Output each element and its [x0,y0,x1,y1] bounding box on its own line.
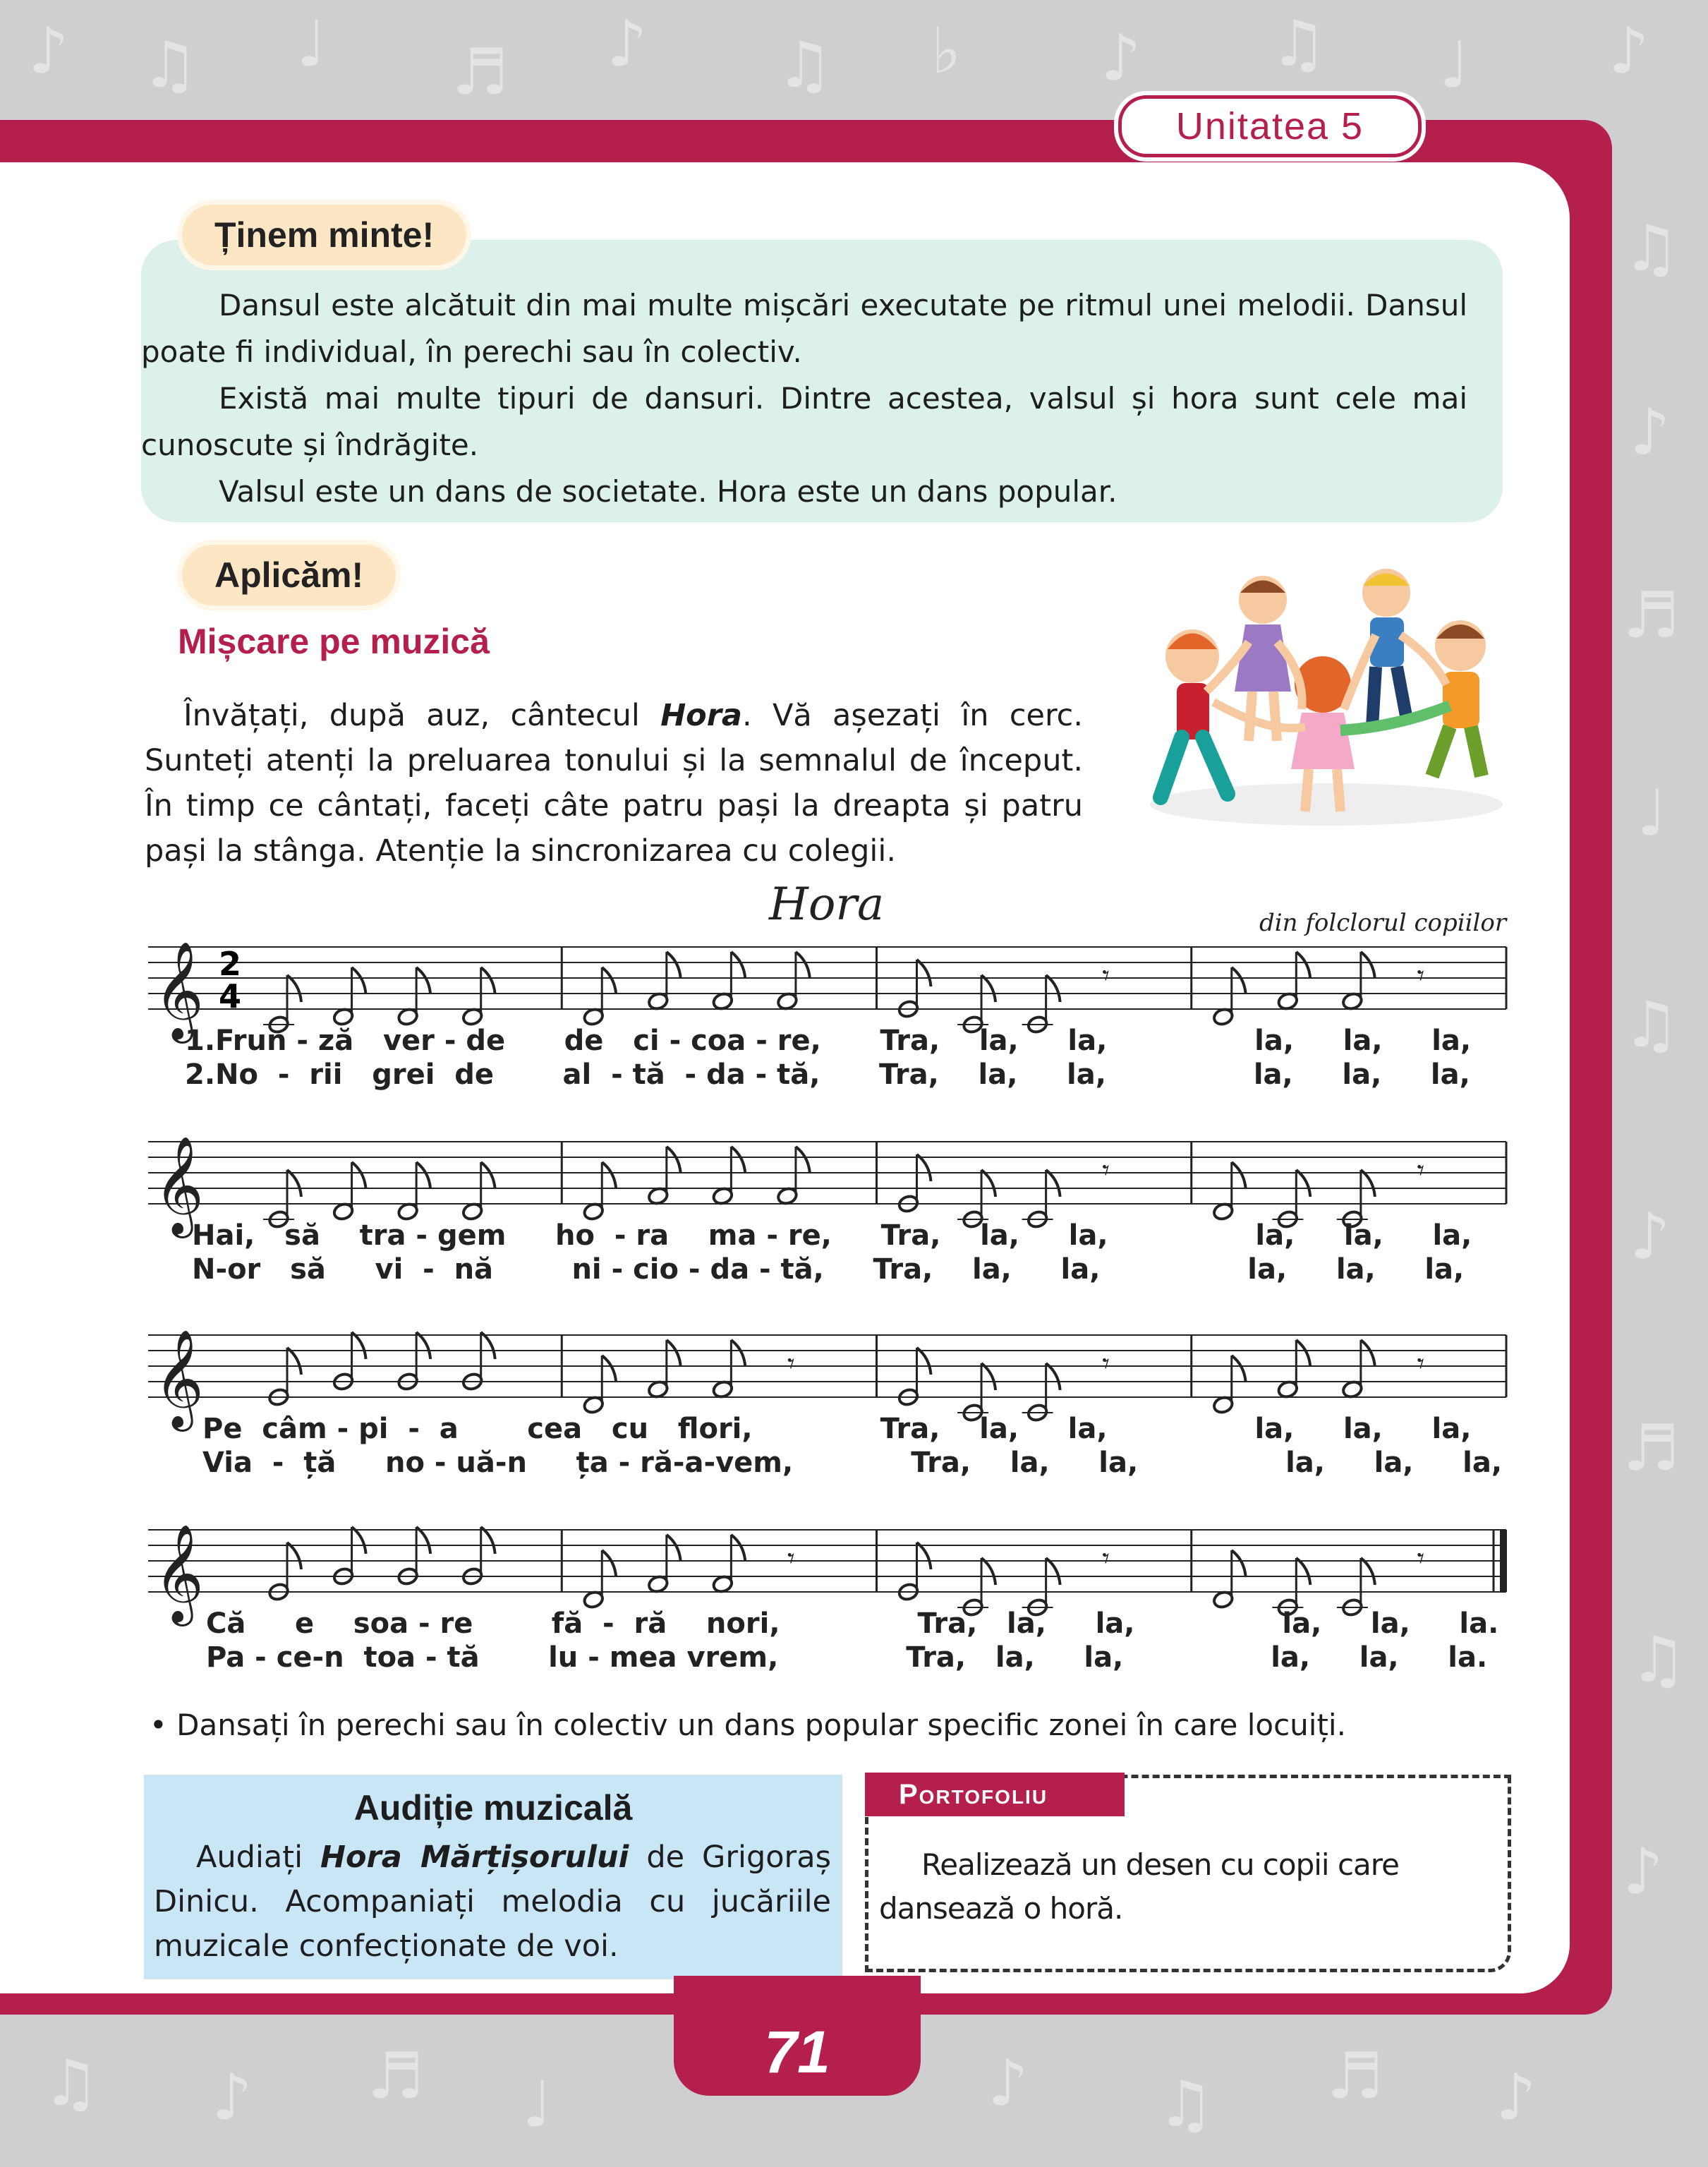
rest-icon: 𝄾 [1417,960,1425,992]
note-flag [731,1340,745,1367]
note-flag [667,1340,681,1367]
lyrics-line: Că e soa - re fă - ră nori, Tra, la, la, la, la, la. [206,1607,1499,1640]
note-flag [981,1558,995,1585]
section-title: Mișcare pe muzică [178,622,490,661]
note-flag [667,952,681,979]
note-flag [981,1363,995,1390]
bullet-instruction: • Dansați în perechi sau în colectiv un dans popular specific zonei în care locuiți. [150,1708,1346,1742]
time-signature: 2 [219,945,242,983]
note-flag [1046,1170,1060,1197]
note-flag [602,1162,616,1189]
rest-icon: 𝄾 [1102,960,1110,992]
note-flag [287,1170,301,1197]
rest-icon: 𝄾 [787,1543,795,1575]
song-source: din folclorul copiilor [1259,909,1507,937]
unit-label: Unitatea 5 [1175,105,1364,147]
note-flag [917,1154,931,1181]
note-flag [602,967,616,994]
note-flag [416,1527,430,1554]
intro-song-name: Hora [660,698,742,733]
rest-icon: 𝄾 [1102,1154,1110,1187]
audition-work: Hora Mărțișorului [320,1840,629,1875]
note-flag [917,960,931,986]
note-flag [1232,1162,1246,1189]
treble-clef-icon: 𝄞 [154,1524,204,1622]
note-flag [352,1162,366,1189]
rest-icon: 𝄾 [1417,1348,1425,1380]
note-flag [1046,975,1060,1002]
note-flag [481,1527,495,1554]
note-flag [1046,1558,1060,1585]
background-notes: ♪ ♫ ♩ ♬ ♪ ♫ ♭ ♪ ♫ ♩ ♪ ♫ ♪ ♬ ♩ ♫ ♪ ♬ ♫ ♪ ♫ ♪ ♬ ♩ ♪ ♫ ♬ ♪ [28,7,1687,2142]
remember-heading: Ținem minte! [182,205,466,265]
audition-title: Audiție muzicală [353,1788,633,1828]
rest-icon: 𝄾 [1417,1154,1425,1187]
intro-part: . Vă așezați în cerc. Sunteți atenți la preluarea tonului și la semnalul de început. În timp ce cântați, faceți câte patru pași la dreapta și patru pași la stânga. Atenție la sincronizarea cu colegii. [145,698,1083,869]
remember-paragraph: Există mai multe tipuri de dansuri. Dintre acestea, valsul și hora sunt cele mai cunoscute și îndrăgite. [141,381,1467,462]
intro-part: Învățați, după auz, cântecul [183,698,661,733]
note-flag [481,967,495,994]
audition-part: Audiați [196,1840,321,1875]
note-flag [1232,1550,1246,1577]
note-flag [731,952,745,979]
lyrics-line: 1.Frun - ză ver - de de ci - coa - re, Tra, la, la, la, la, la, [185,1025,1472,1057]
note-flag [731,1147,745,1173]
lyrics-line: Pe câm - pi - a cea cu flori, Tra, la, la, la, la, la, [202,1413,1472,1445]
note-flag [1361,1558,1375,1585]
rest-icon: 𝄾 [1102,1543,1110,1575]
rest-icon: 𝄾 [787,1348,795,1380]
note-flag [1361,1340,1375,1367]
treble-clef-icon: 𝄞 [154,1136,204,1234]
note-flag [667,1147,681,1173]
note-flag [731,1535,745,1562]
time-signature: 4 [219,977,242,1015]
note-flag [287,1543,301,1569]
note-flag [1361,952,1375,979]
note-flag [352,1332,366,1359]
note-flag [1296,1340,1310,1367]
treble-clef-icon: 𝄞 [154,1329,204,1427]
audition-text [154,1835,831,1969]
note-flag [481,1162,495,1189]
note-flag [416,967,430,994]
dancing-children-illustration [1129,550,1524,833]
unit-tab [1118,95,1422,157]
note-flag [1232,967,1246,994]
note-flag [981,975,995,1002]
note-flag [917,1543,931,1569]
note-flag [1232,1356,1246,1382]
lyrics-line: 2.No - rii grei de al - tă - da - tă, Tra, la, la, la, la, la, [185,1058,1470,1091]
note-flag [667,1535,681,1562]
note-flag [1361,1170,1375,1197]
audition-box [144,1775,842,1979]
note-flag [352,967,366,994]
note-flag [796,1147,810,1173]
lyrics-line: Hai, să tra - gem ho - ra ma - re, Tra, la, la, la, la, la, [192,1219,1472,1252]
note-flag [917,1348,931,1375]
rest-icon: 𝄾 [1417,1543,1425,1575]
note-flag [1296,1558,1310,1585]
treble-clef-icon: 𝄞 [154,941,204,1039]
remember-paragraph: Valsul este un dans de societate. Hora este un dans popular. [219,474,1118,509]
note-flag [602,1356,616,1382]
note-flag [481,1332,495,1359]
intro-text [145,693,1083,874]
note-flag [352,1527,366,1554]
portfolio-text: Realizează un desen cu copii care dansează o horă. [879,1847,1399,1926]
rest-icon: 𝄾 [1102,1348,1110,1380]
lyrics-line: Pa - ce-n toa - tă lu - mea vrem, Tra, la, la, la, la, la. [206,1641,1488,1674]
note-flag [981,1170,995,1197]
note-flag [1296,952,1310,979]
note-flag [602,1550,616,1577]
portfolio-tag: Portofoliu [865,1773,1125,1816]
note-flag [1296,1170,1310,1197]
apply-heading: Aplicăm! [182,545,396,605]
note-flag [287,1348,301,1375]
lyrics-line: N-or să vi - nă ni - cio - da - tă, Tra, la, la, la, la, la, [192,1253,1465,1286]
note-flag [796,952,810,979]
lyrics-line: Via - ță no - uă-n ța - ră-a-vem, Tra, la, la, la, la, la, [202,1447,1503,1479]
remember-text [141,282,1467,515]
note-flag [416,1332,430,1359]
note-flag [1046,1363,1060,1390]
page-number: 71 [764,2019,830,2085]
note-flag [416,1162,430,1189]
remember-paragraph: Dansul este alcătuit din mai multe mișcări executate pe ritmul unei melodii. Dansul poate fi individual, în perechi sau în colectiv. [141,288,1467,369]
audition-part: de Grigoraș Dinicu. Acompaniați melodia cu jucăriile muzicale confecționate de voi. [154,1840,831,1964]
song-title: Hora [769,879,885,931]
note-flag [287,975,301,1002]
